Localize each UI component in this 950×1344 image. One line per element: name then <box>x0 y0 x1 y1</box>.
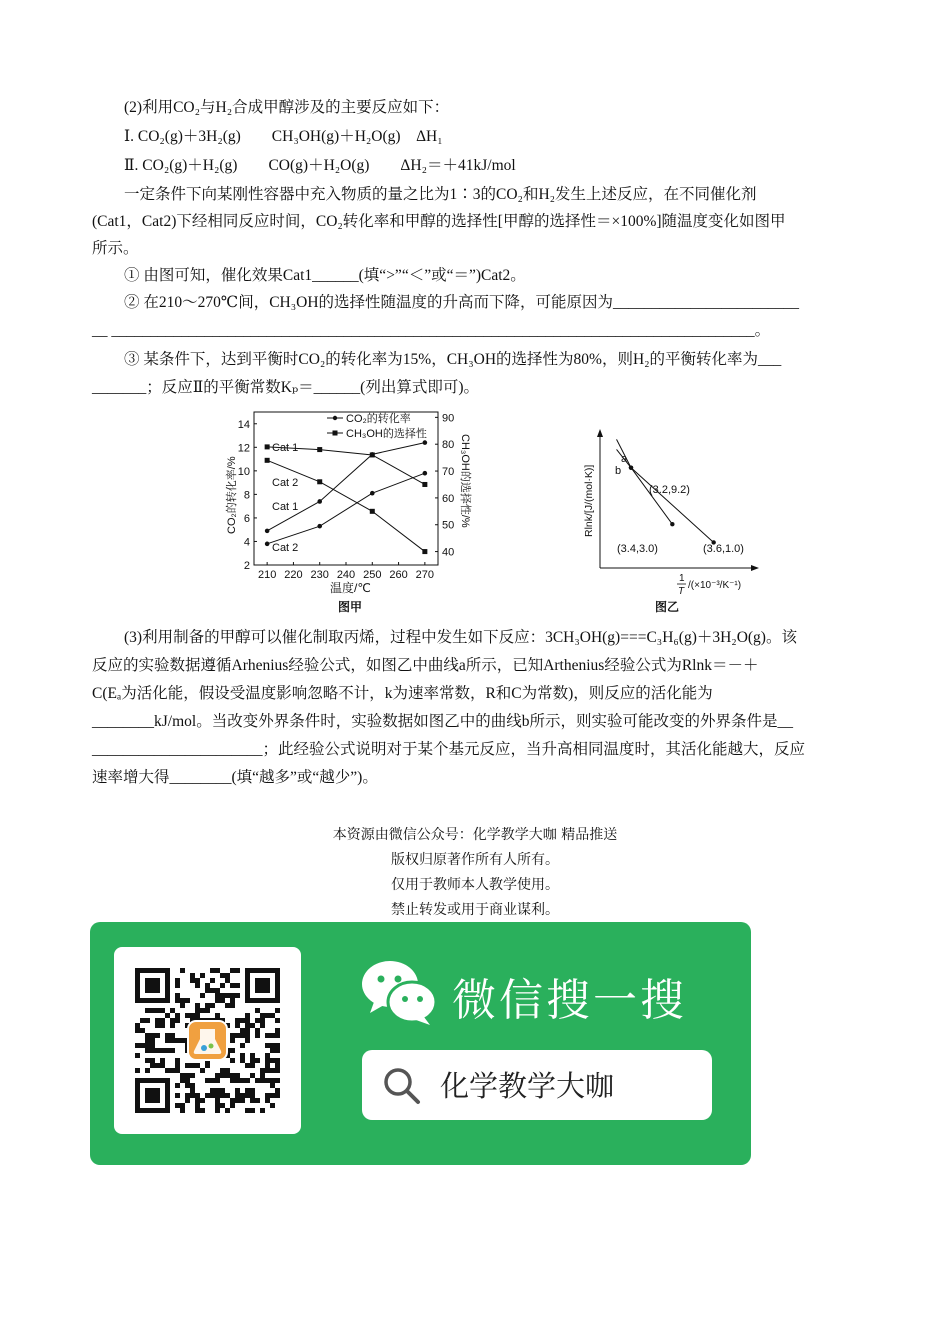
y-left-tick-label: 14 <box>237 418 250 431</box>
point-label-3: (3.6,1.0) <box>703 543 744 555</box>
x-tick-label: 270 <box>415 569 435 581</box>
y-left-tick-label: 8 <box>243 489 250 502</box>
curve-a-label: a <box>621 453 628 465</box>
data-point-2 <box>422 482 427 487</box>
problem2-paragraph-line: (Cat1，Cat2)下经相同反应时间，CO₂转化率和甲醇的选择性[甲醇的选择性＝×100%]随温度变化如图甲 <box>92 213 786 230</box>
x-axis-label-unit: /(×10⁻³/K⁻¹) <box>688 580 742 591</box>
x-tick-label: 220 <box>284 569 303 581</box>
data-point-0 <box>317 499 322 504</box>
search-icon <box>382 1066 422 1106</box>
search-query-text: 化学教学大咖 <box>440 1069 615 1103</box>
problem3-line: 速率增大得________(填“越多”或“越少”)。 <box>92 769 378 786</box>
y-left-tick-label: 4 <box>243 536 250 549</box>
curve-b-point <box>629 465 633 469</box>
problem3-line: (3)利用制备的甲醇可以催化制取丙烯，过程中发生如下反应：3CH₃OH(g)===C₃H₆(g)＋3H₂O(g)。该 <box>124 629 797 646</box>
curve-b-label: b <box>615 465 622 477</box>
chart-jia-series <box>265 440 428 554</box>
data-point-3 <box>370 509 375 514</box>
data-point-2 <box>265 444 270 449</box>
y-right-tick-label: 80 <box>442 439 455 452</box>
x-tick-label: 210 <box>257 569 277 581</box>
footer-line-source: 本资源由微信公众号：化学教学大咖 精品推送 <box>332 827 618 843</box>
x-tick-label: 230 <box>310 569 329 581</box>
y-right-tick-label: 50 <box>442 519 455 532</box>
reaction-2: Ⅱ. CO₂(g)＋H₂(g) CO(g)＋H₂O(g) ΔH₂＝＋41kJ/mol <box>124 157 516 174</box>
problem3-line: ______________________；此经验公式说明对于某个基元反应，当升高相同温度时，其活化能越大，反应 <box>92 741 806 758</box>
legend-co2-conversion: CO₂的转化率 <box>346 413 411 425</box>
x-axis-label: 温度/℃ <box>330 581 371 595</box>
footer-notice <box>0 823 950 923</box>
chart-jia-legend <box>327 411 427 440</box>
search-box[interactable] <box>362 1050 712 1120</box>
data-point-0 <box>423 440 428 445</box>
data-point-2 <box>370 452 375 457</box>
question-2-continued: __ ___________________________________________________________________________________。 <box>92 322 771 339</box>
curve-a-point <box>670 522 674 526</box>
y-axis-label: Rlnk/[J/(mol·K)] <box>583 464 595 537</box>
x-tick-label: 260 <box>389 569 408 581</box>
wechat-search-title: 微信搜一搜 <box>452 975 687 1026</box>
chart-yi-caption: 图乙 <box>655 600 680 614</box>
data-point-1 <box>370 491 375 496</box>
qr-code-icon <box>114 947 301 1134</box>
y-right-tick-label: 70 <box>442 466 455 479</box>
question-1: ① 由图可知，催化效果Cat1______(填“>”“＜”或“＝”)Cat2。 <box>124 267 526 284</box>
data-point-1 <box>423 471 428 476</box>
y-right-tick-label: 40 <box>442 546 455 559</box>
y-left-tick-label: 6 <box>243 512 250 525</box>
y-right-tick-label: 60 <box>442 492 455 505</box>
y-left-tick-label: 12 <box>237 442 250 455</box>
data-point-3 <box>265 458 270 463</box>
chart-yi <box>575 425 775 617</box>
footer-line-copyright: 版权归原著作所有人所有。 <box>391 852 559 868</box>
series-label-cat1-lower: Cat 1 <box>272 501 299 513</box>
qr-code-panel <box>114 947 301 1134</box>
problem3-line: C(Eₐ为活化能，假设受温度影响忽略不计，k为速率常数，R和C为常数)，则反应的活化能为 <box>92 685 713 702</box>
y-left-axis-label: CO₂的转化率/% <box>226 456 238 534</box>
wechat-search-banner[interactable] <box>90 922 751 1165</box>
chart-jia-caption: 图甲 <box>338 600 363 614</box>
x-axis-label <box>677 573 741 597</box>
x-axis-label-numerator: 1 <box>679 573 685 584</box>
y-right-axis-label: CH₃OH的选择性/% <box>459 434 471 528</box>
footer-line-usage: 仅用于教师本人教学使用。 <box>391 877 559 893</box>
wechat-logo-icon <box>360 958 440 1026</box>
data-point-1 <box>265 542 270 547</box>
series-label-cat1-top: Cat 1 <box>272 442 299 454</box>
y-right-tick-label: 90 <box>442 412 455 425</box>
series-label-cat2-upper: Cat 2 <box>272 477 299 489</box>
data-point-1 <box>317 524 322 529</box>
x-axis-label-denominator: T <box>678 586 685 597</box>
data-point-0 <box>265 529 270 534</box>
legend-ch3oh-selectivity: CH₃OH的选择性 <box>346 428 427 440</box>
series-label-cat2-bottom: Cat 2 <box>272 542 299 554</box>
footer-line-prohibition: 禁止转发或用于商业谋利。 <box>391 902 559 918</box>
reaction-1: Ⅰ. CO₂(g)＋3H₂(g) CH₃OH(g)＋H₂O(g) ΔH₁ <box>124 128 443 145</box>
y-left-tick-label: 2 <box>243 560 250 572</box>
problem2-intro: (2)利用CO₂与H₂合成甲醇涉及的主要反应如下： <box>124 99 450 116</box>
question-3: ③ 某条件下，达到平衡时CO₂的转化率为15%，CH₃OH的选择性为80%，则H₂的平衡转化率为___ <box>124 351 782 368</box>
problem2-paragraph-line: 一定条件下向某刚性容器中充入物质的量之比为1∶3的CO₂和H₂发生上述反应，在不同催化剂 <box>124 186 757 203</box>
data-point-2 <box>317 447 322 452</box>
question-3-continued: _______；反应Ⅱ的平衡常数Kₚ＝______(列出算式即可)。 <box>92 379 480 396</box>
x-tick-label: 240 <box>336 569 356 581</box>
problem3-line: 反应的实验数据遵循Arhenius经验公式，如图乙中曲线a所示，已知Arthenius经验公式为Rlnk＝－＋ <box>92 657 759 674</box>
data-point-3 <box>422 549 427 554</box>
y-left-tick-label: 10 <box>237 465 250 478</box>
x-tick-label: 250 <box>363 569 382 581</box>
chart-jia <box>212 406 482 616</box>
point-label-1: (3.2,9.2) <box>649 484 690 496</box>
point-label-2: (3.4,3.0) <box>617 543 658 555</box>
question-2: ② 在210～270℃间，CH₃OH的选择性随温度的升高而下降，可能原因为________________________ <box>124 294 800 311</box>
qr-logo-icon <box>188 1021 227 1060</box>
data-point-3 <box>317 479 322 484</box>
problem3-line: ________kJ/mol。当改变外界条件时，实验数据如图乙中的曲线b所示，则实验可能改变的外界条件是__ <box>92 713 793 730</box>
problem2-paragraph-line: 所示。 <box>92 240 139 257</box>
